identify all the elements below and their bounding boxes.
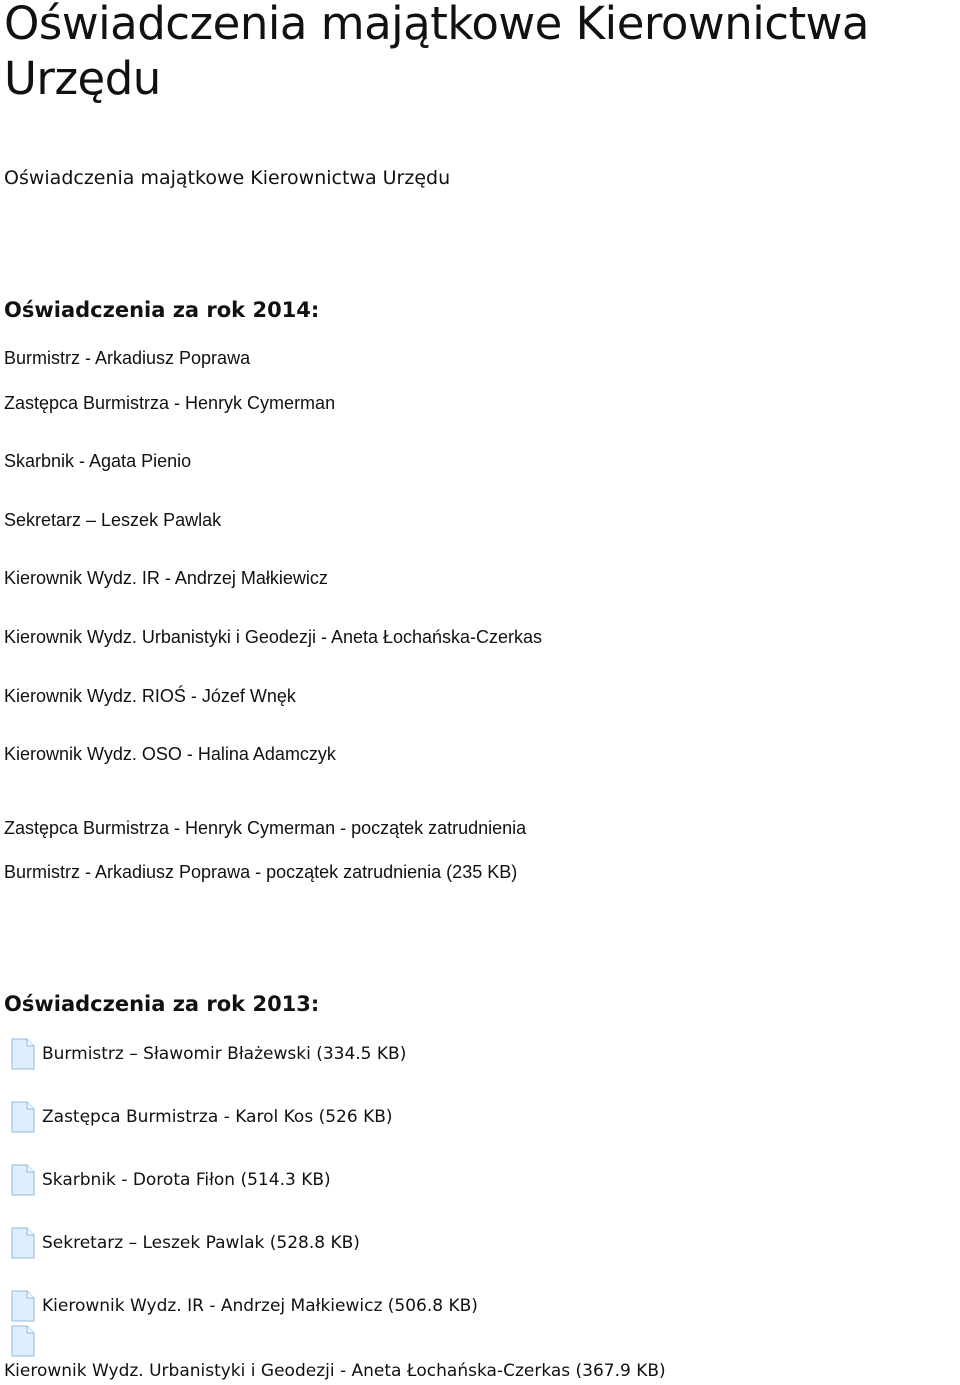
file-label: Zastępca Burmistrza - Karol Kos (526 KB) (42, 1107, 393, 1127)
file-link-icon-only[interactable] (10, 1325, 36, 1357)
file-label: Kierownik Wydz. IR - Andrzej Małkiewicz (506.8 KB) (42, 1296, 478, 1316)
file-link[interactable] (10, 1227, 360, 1259)
file-link[interactable] (10, 1164, 331, 1196)
file-link[interactable] (10, 1038, 406, 1070)
list-item[interactable]: Kierownik Wydz. RIOŚ - Józef Wnęk (4, 686, 296, 706)
section-heading-2013: Oświadczenia za rok 2013: (4, 992, 320, 1016)
page-title: Oświadczenia majątkowe Kierownictwa Urzędu (4, 0, 870, 105)
list-item[interactable]: Kierownik Wydz. IR - Andrzej Małkiewicz (4, 568, 328, 588)
list-item[interactable]: Skarbnik - Agata Pienio (4, 451, 192, 471)
list-item[interactable]: Kierownik Wydz. Urbanistyki i Geodezji - Aneta Łochańska-Czerkas (4, 627, 543, 647)
file-icon (10, 1227, 36, 1259)
list-item[interactable]: Burmistrz - Arkadiusz Poprawa (4, 348, 251, 368)
file-icon (10, 1038, 36, 1070)
section-heading-2014: Oświadczenia za rok 2014: (4, 298, 320, 322)
file-label: Burmistrz – Sławomir Błażewski (334.5 KB) (42, 1044, 407, 1064)
file-icon (10, 1290, 36, 1322)
file-icon (10, 1325, 36, 1357)
file-icon (10, 1101, 36, 1133)
list-item[interactable]: Kierownik Wydz. OSO - Halina Adamczyk (4, 744, 336, 764)
file-label[interactable]: Kierownik Wydz. Urbanistyki i Geodezji - Aneta Łochańska-Czerkas (367.9 KB) (4, 1361, 666, 1381)
file-link[interactable] (10, 1101, 393, 1133)
file-icon (10, 1164, 36, 1196)
list-item[interactable]: Zastępca Burmistrza - Henryk Cymerman (4, 393, 336, 413)
list-item[interactable]: Sekretarz – Leszek Pawlak (4, 510, 222, 530)
file-label: Skarbnik - Dorota Fiłon (514.3 KB) (42, 1170, 331, 1190)
file-label: Sekretarz – Leszek Pawlak (528.8 KB) (42, 1233, 360, 1253)
page-subtitle: Oświadczenia majątkowe Kierownictwa Urzędu (4, 167, 451, 189)
file-link[interactable] (10, 1290, 478, 1322)
list-item[interactable]: Zastępca Burmistrza - Henryk Cymerman - początek zatrudnienia (4, 818, 527, 838)
list-item[interactable]: Burmistrz - Arkadiusz Poprawa - początek zatrudnienia (235 KB) (4, 862, 518, 882)
